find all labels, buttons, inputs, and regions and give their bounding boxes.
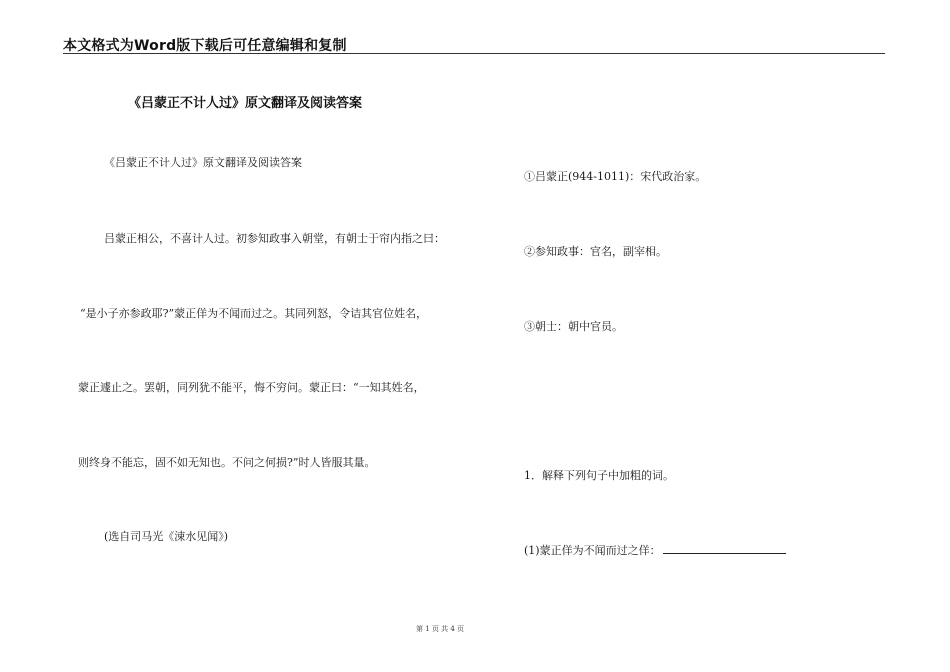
article-line-3: 蒙正遽止之。罢朝，同列犹不能平，悔不穷问。蒙正曰：“一知其姓名， bbox=[78, 381, 425, 394]
note-3: ③朝士：朝中官员。 bbox=[524, 320, 623, 333]
note-2: ②参知政事：官名，副宰相。 bbox=[524, 245, 667, 258]
article-line-1: 吕蒙正相公，不喜计人过。初参知政事入朝堂，有朝士于帘内指之曰： bbox=[104, 232, 445, 245]
question-item-1-text: (1)蒙正佯为不闻而过之佯： bbox=[524, 544, 661, 557]
article-source: (选自司马光《涑水见闻》) bbox=[104, 530, 229, 543]
page-header-title: 本文格式为Word版下载后可任意编辑和复制 bbox=[63, 38, 347, 54]
article-line-4: 则终身不能忘，固不如无知也。不问之何损?”时人皆服其量。 bbox=[78, 456, 376, 469]
article-subtitle: 《吕蒙正不计人过》原文翻译及阅读答案 bbox=[104, 156, 302, 169]
article-line-2: “是小子亦参政耶?”蒙正佯为不闻而过之。其同列怒，令诘其官位姓名， bbox=[80, 307, 428, 320]
question-item-1 bbox=[524, 542, 786, 558]
header-divider bbox=[63, 53, 885, 54]
page-footer: 第 1 页 共 4 页 bbox=[415, 625, 465, 633]
note-1: ①吕蒙正(944-1011)：宋代政治家。 bbox=[524, 170, 707, 183]
answer-blank[interactable] bbox=[663, 542, 786, 554]
question-heading: 1．解释下列句子中加粗的词。 bbox=[524, 469, 674, 482]
document-title: 《吕蒙正不计人过》原文翻译及阅读答案 bbox=[128, 96, 363, 111]
